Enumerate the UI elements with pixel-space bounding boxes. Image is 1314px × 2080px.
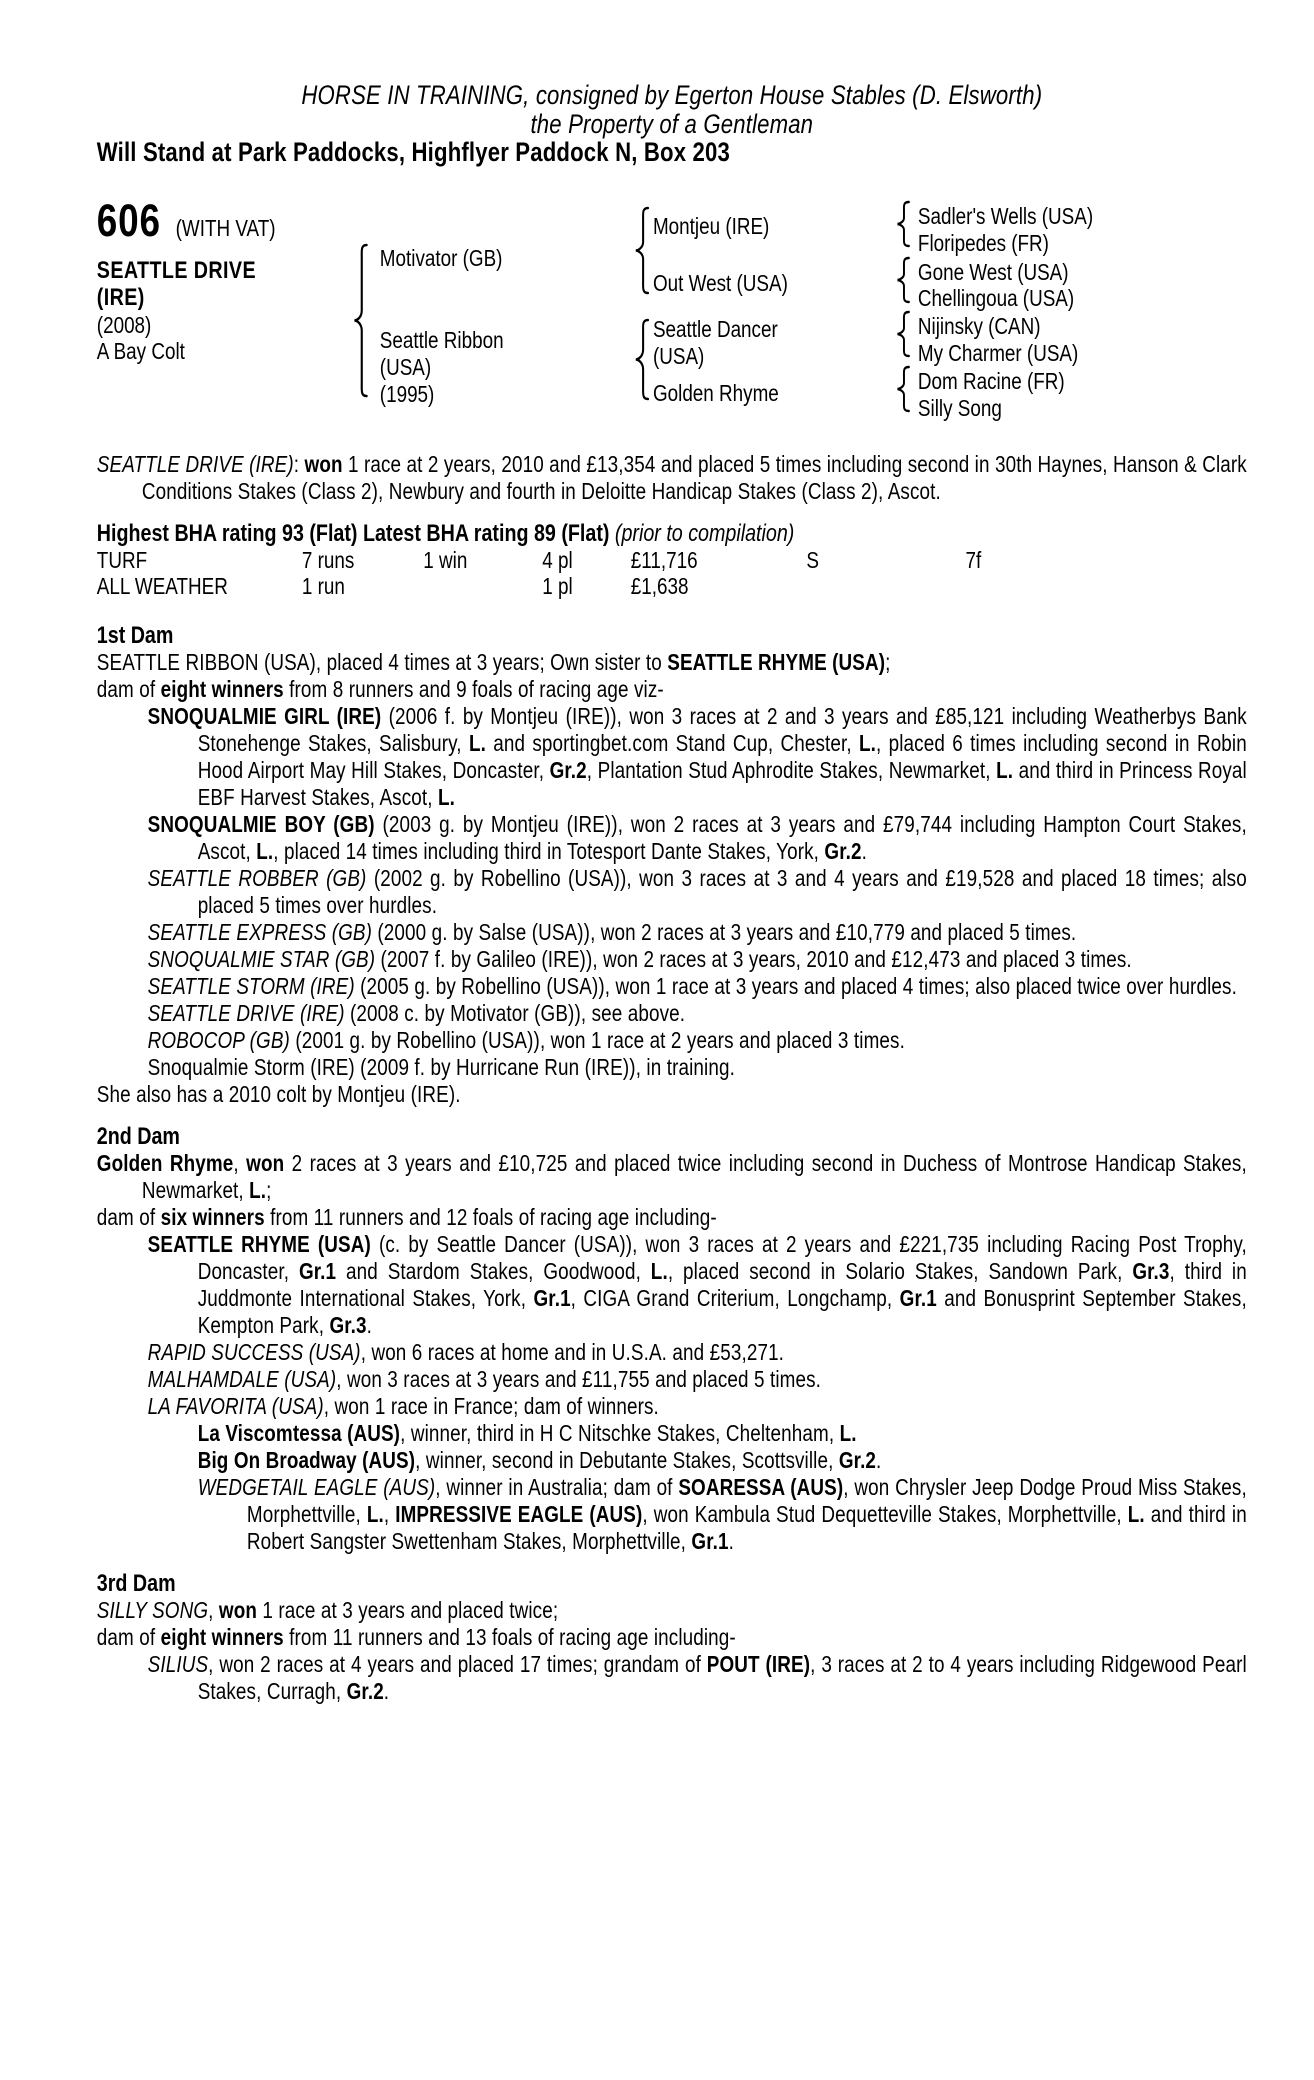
- progeny-subentry: Big On Broadway (AUS), winner, second in Debutante Stakes, Scottsville, Gr.2.: [197, 1447, 882, 1473]
- first-dam-note: She also has a 2010 colt by Montjeu (IRE).: [96, 1081, 461, 1107]
- rating-heading: Highest BHA rating 93 (Flat) Latest BHA rating 89 (Flat) (prior to compilation): [96, 520, 795, 547]
- first-dam-produce-line: dam of eight winners from 8 runners and 9 foals of racing age viz-: [96, 676, 664, 702]
- rating-surface: TURF: [96, 547, 148, 573]
- vat-note: (WITH VAT): [175, 215, 276, 241]
- foaling-year: (2008): [96, 312, 152, 338]
- pedigree-brace-sire-side: [633, 206, 650, 295]
- third-dam-produce-line: dam of eight winners from 11 runners and 13 foals of racing age including-: [96, 1624, 736, 1650]
- rating-earnings: £1,638: [630, 573, 689, 599]
- pedigree-dam-line1: Seattle Ribbon: [379, 327, 504, 353]
- pedigree-table: [96, 195, 1247, 421]
- horse-name-line1: SEATTLE DRIVE: [96, 257, 256, 284]
- pedigree-dam-dam: Golden Rhyme: [652, 380, 779, 406]
- consignor-line: HORSE IN TRAINING, consigned by Egerton House Stables (D. Elsworth): [301, 80, 1043, 110]
- second-dam-produce-line: dam of six winners from 11 runners and 12 foals of racing age including-: [96, 1204, 717, 1230]
- pedigree-brace-dam-side: [633, 318, 650, 401]
- pedigree-sire-dam: Out West (USA): [652, 270, 788, 296]
- catalogue-page: [0, 80, 1314, 1705]
- pedigree-dam-line2: (USA): [379, 354, 432, 380]
- rating-wins: 1 win: [423, 547, 468, 573]
- rating-earnings: £11,716: [630, 547, 698, 573]
- rating-going: [806, 573, 965, 599]
- rating-block: [97, 521, 1247, 599]
- rating-runs: 7 runs: [301, 547, 355, 573]
- pedigree-gg-nijinsky: Nijinsky (CAN): [917, 313, 1041, 339]
- progeny-entry: RAPID SUCCESS (USA), won 6 races at home and in U.S.A. and £53,271.: [147, 1339, 785, 1365]
- progeny-entry: SNOQUALMIE STAR (GB) (2007 f. by Galileo (IRE)), won 2 races at 3 years, 2010 and £12,473 and placed 3 times.: [147, 946, 1132, 972]
- pedigree-dam-sire-line1: Seattle Dancer: [652, 316, 778, 342]
- property-line: the Property of a Gentleman: [530, 109, 814, 139]
- second-dam-heading: 2nd Dam: [96, 1123, 180, 1150]
- race-record-paragraph: SEATTLE DRIVE (IRE): won 1 race at 2 years, 2010 and £13,354 and placed 5 times including second in 30th Haynes, Hanson & Clark Conditions Stakes (Class 2), Newbury and fourth in Deloitte Handicap Stakes (Class 2), Ascot.: [96, 451, 1247, 504]
- rating-places: 4 pl: [542, 547, 573, 573]
- progeny-entry: SEATTLE STORM (IRE) (2005 g. by Robellino (USA)), won 1 race at 3 years and placed 4 times; also placed twice over hurdles.: [147, 973, 1237, 999]
- pedigree-gg-gone-west: Gone West (USA): [917, 259, 1069, 285]
- pedigree-gg-chellingoua: Chellingoua (USA): [917, 285, 1075, 311]
- pedigree-gg-silly-song: Silly Song: [917, 395, 1002, 421]
- progeny-entry: SEATTLE RHYME (USA) (c. by Seattle Dancer (USA)), won 3 races at 2 years and £221,735 including Racing Post Trophy, Doncaster, Gr.1 and Stardom Stakes, Goodwood, L., placed second in Solario Stakes, Sandown Park, Gr.3, third in Juddmonte International Stakes, York, Gr.1, CIGA Grand Criterium, Longchamp, Gr.1 and Bonusprint September Stakes, Kempton Park, Gr.3.: [147, 1231, 1247, 1338]
- progeny-entry: SILIUS, won 2 races at 4 years and placed 17 times; grandam of POUT (IRE), 3 races at 2 to 4 years including Ridgewood Pearl Stakes, Curragh, Gr.2.: [147, 1651, 1247, 1704]
- progeny-entry: Snoqualmie Storm (IRE) (2009 f. by Hurricane Run (IRE)), in training.: [147, 1054, 735, 1080]
- progeny-subentry: WEDGETAIL EAGLE (AUS), winner in Australia; dam of SOARESSA (AUS), won Chrysler Jeep Dodge Proud Miss Stakes, Morphettville, L., IMPRESSIVE EAGLE (AUS), won Kambula Stud Dequetteville Stakes, Morphettville, L. and third in Robert Sangster Swettenham Stakes, Morphettville, Gr.1.: [197, 1474, 1247, 1554]
- rating-surface: ALL WEATHER: [96, 573, 228, 599]
- first-dam-heading: 1st Dam: [96, 622, 174, 649]
- third-dam-heading: 3rd Dam: [96, 1570, 176, 1597]
- pedigree-gg-floripedes: Floripedes (FR): [917, 230, 1049, 256]
- second-dam-intro: Golden Rhyme, won 2 races at 3 years and £10,725 and placed twice including second in Duchess of Montrose Handicap Stakes, Newmarket, L.;: [96, 1150, 1247, 1203]
- rating-wins: [423, 573, 542, 599]
- progeny-entry: SEATTLE EXPRESS (GB) (2000 g. by Salse (USA)), won 2 races at 3 years and £10,779 and placed 5 times.: [147, 919, 1077, 945]
- progeny-subentry: La Viscomtessa (AUS), winner, third in H C Nitschke Stakes, Cheltenham, L.: [197, 1420, 857, 1446]
- third-dam-intro: SILLY SONG, won 1 race at 3 years and placed twice;: [96, 1597, 559, 1623]
- progeny-entry: SNOQUALMIE GIRL (IRE) (2006 f. by Montjeu (IRE)), won 3 races at 2 and 3 years and £85,121 including Weatherbys Bank Stonehenge Stakes, Salisbury, L. and sportingbet.com Stand Cup, Chester, L., placed 6 times including second in Robin Hood Airport May Hill Stakes, Doncaster, Gr.2, Plantation Stud Aphrodite Stakes, Newmarket, L. and third in Princess Royal EBF Harvest Stakes, Ascot, L.: [147, 703, 1247, 810]
- pedigree-dam-sire-line2: (USA): [652, 343, 705, 369]
- pedigree-gg-sadlers-wells: Sadler's Wells (USA): [917, 203, 1094, 229]
- lot-number: 606: [96, 195, 161, 246]
- lot-header: [96, 195, 276, 246]
- rating-places: 1 pl: [542, 573, 573, 599]
- progeny-entry: SEATTLE DRIVE (IRE) (2008 c. by Motivator (GB)), see above.: [147, 1000, 686, 1026]
- pedigree-dam-line3: (1995): [379, 381, 435, 407]
- progeny-entry: LA FAVORITA (USA), won 1 race in France; dam of winners.: [147, 1393, 659, 1419]
- pedigree-brace-gg2: [895, 256, 912, 304]
- progeny-entry: SNOQUALMIE BOY (GB) (2003 g. by Montjeu (IRE)), won 2 races at 3 years and £79,744 including Hampton Court Stakes, Ascot, L., placed 14 times including third in Totesport Dante Stakes, York, Gr.2.: [147, 811, 1247, 864]
- colour-sex: A Bay Colt: [96, 338, 185, 364]
- horse-name-line2: (IRE): [96, 284, 145, 311]
- stabling-line: Will Stand at Park Paddocks, Highflyer Paddock N, Box 203: [96, 137, 730, 167]
- rating-distance: [965, 573, 1246, 599]
- pedigree-sire-sire: Montjeu (IRE): [652, 213, 770, 239]
- rating-runs: 1 run: [301, 573, 345, 599]
- progeny-entry: SEATTLE ROBBER (GB) (2002 g. by Robellino (USA)), won 3 races at 3 and 4 years and £19,528 and placed 18 times; also placed 5 times over hurdles.: [147, 865, 1247, 918]
- rating-row-turf: [97, 547, 1247, 573]
- rating-distance: 7f: [965, 547, 982, 573]
- pedigree-brace-gen1: [352, 243, 369, 398]
- rating-going: S: [806, 547, 819, 573]
- pedigree-brace-gg3: [895, 310, 912, 358]
- progeny-entry: ROBOCOP (GB) (2001 g. by Robellino (USA)), won 1 race at 2 years and placed 3 times.: [147, 1027, 905, 1053]
- pedigree-brace-gg4: [895, 365, 912, 413]
- pedigree-sire: Motivator (GB): [379, 245, 503, 271]
- rating-row-all-weather: [97, 573, 1247, 599]
- pedigree-brace-gg1: [895, 200, 912, 248]
- pedigree-gg-dom-racine: Dom Racine (FR): [917, 368, 1065, 394]
- progeny-entry: MALHAMDALE (USA), won 3 races at 3 years and £11,755 and placed 5 times.: [147, 1366, 822, 1392]
- pedigree-gg-my-charmer: My Charmer (USA): [917, 340, 1079, 366]
- first-dam-intro: SEATTLE RIBBON (USA), placed 4 times at 3 years; Own sister to SEATTLE RHYME (USA);: [96, 649, 891, 675]
